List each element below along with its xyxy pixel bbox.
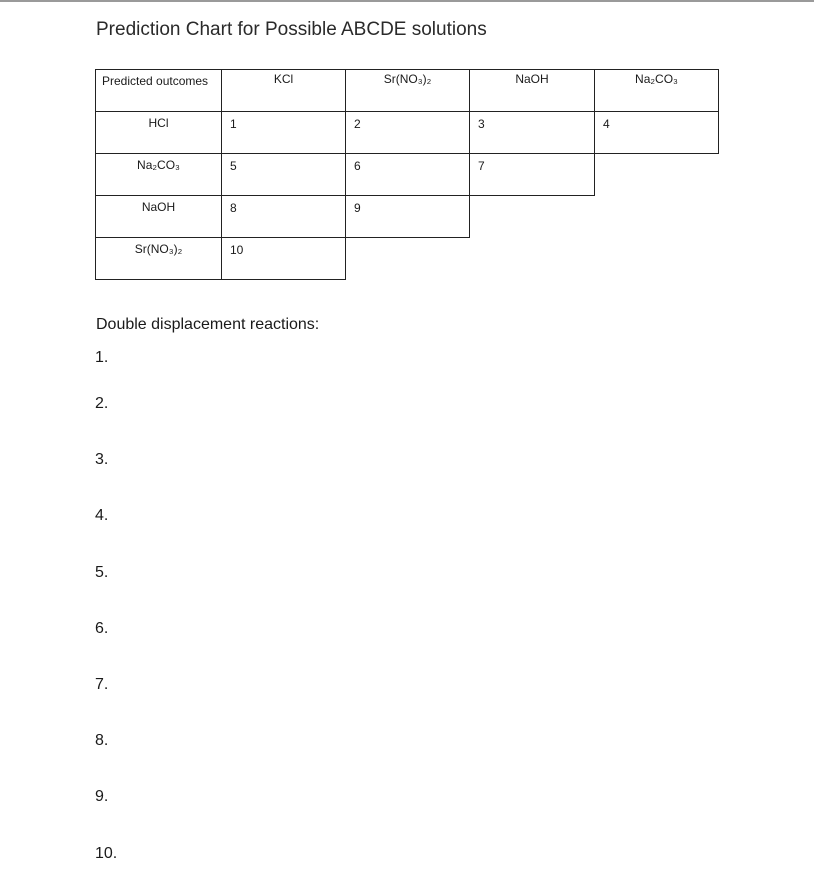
list-item: 3. (95, 451, 109, 468)
cell-number: 3 (478, 117, 485, 131)
column-header-label: NaOH (515, 72, 549, 86)
row-header-srno3 (95, 237, 222, 280)
column-header-label: Na₂CO₃ (635, 72, 678, 86)
table-cell (469, 111, 595, 154)
column-header-label: KCl (273, 72, 294, 86)
cell-number: 7 (478, 159, 485, 173)
list-item: 8. (95, 732, 109, 749)
row-header-naoh (95, 195, 222, 238)
corner-header-label: Predicted outcomes (102, 74, 209, 88)
cell-number: 10 (230, 243, 244, 257)
table-cell (221, 153, 346, 196)
list-item: 10. (95, 845, 118, 862)
cell-number: 9 (354, 201, 361, 215)
table-cell (469, 153, 595, 196)
column-header-kcl (221, 69, 346, 112)
row-header-label: HCl (148, 116, 169, 130)
section-title: Double displacement reactions: (96, 316, 320, 333)
cell-number: 6 (354, 159, 361, 173)
table-cell (594, 111, 719, 154)
column-header-na2co3 (594, 69, 719, 112)
row-header-hcl (95, 111, 222, 154)
cell-number: 5 (230, 159, 237, 173)
row-header-label: Na₂CO₃ (137, 158, 180, 172)
page-top-border (0, 0, 814, 2)
row-header-label: Sr(NO₃)₂ (134, 242, 183, 256)
column-header-srno3 (345, 69, 470, 112)
row-header-label: NaOH (141, 200, 176, 214)
list-item: 1. (95, 349, 109, 366)
list-item: 2. (95, 395, 109, 412)
list-item: 9. (95, 788, 109, 805)
list-item: 7. (95, 676, 109, 693)
column-header-naoh (469, 69, 595, 112)
column-header-label: Sr(NO₃)₂ (383, 72, 432, 86)
list-item: 4. (95, 507, 109, 524)
cell-number: 8 (230, 201, 237, 215)
table-cell (345, 111, 470, 154)
corner-header-cell (95, 69, 222, 112)
list-item: 5. (95, 564, 109, 581)
cell-number: 4 (603, 117, 610, 131)
table-cell (221, 237, 346, 280)
table-cell (345, 195, 470, 238)
cell-number: 1 (230, 117, 237, 131)
list-item: 6. (95, 620, 109, 637)
row-header-na2co3 (95, 153, 222, 196)
table-cell (221, 111, 346, 154)
table-cell (221, 195, 346, 238)
cell-number: 2 (354, 117, 361, 131)
table-cell (345, 153, 470, 196)
document-title: Prediction Chart for Possible ABCDE solutions (96, 19, 487, 40)
